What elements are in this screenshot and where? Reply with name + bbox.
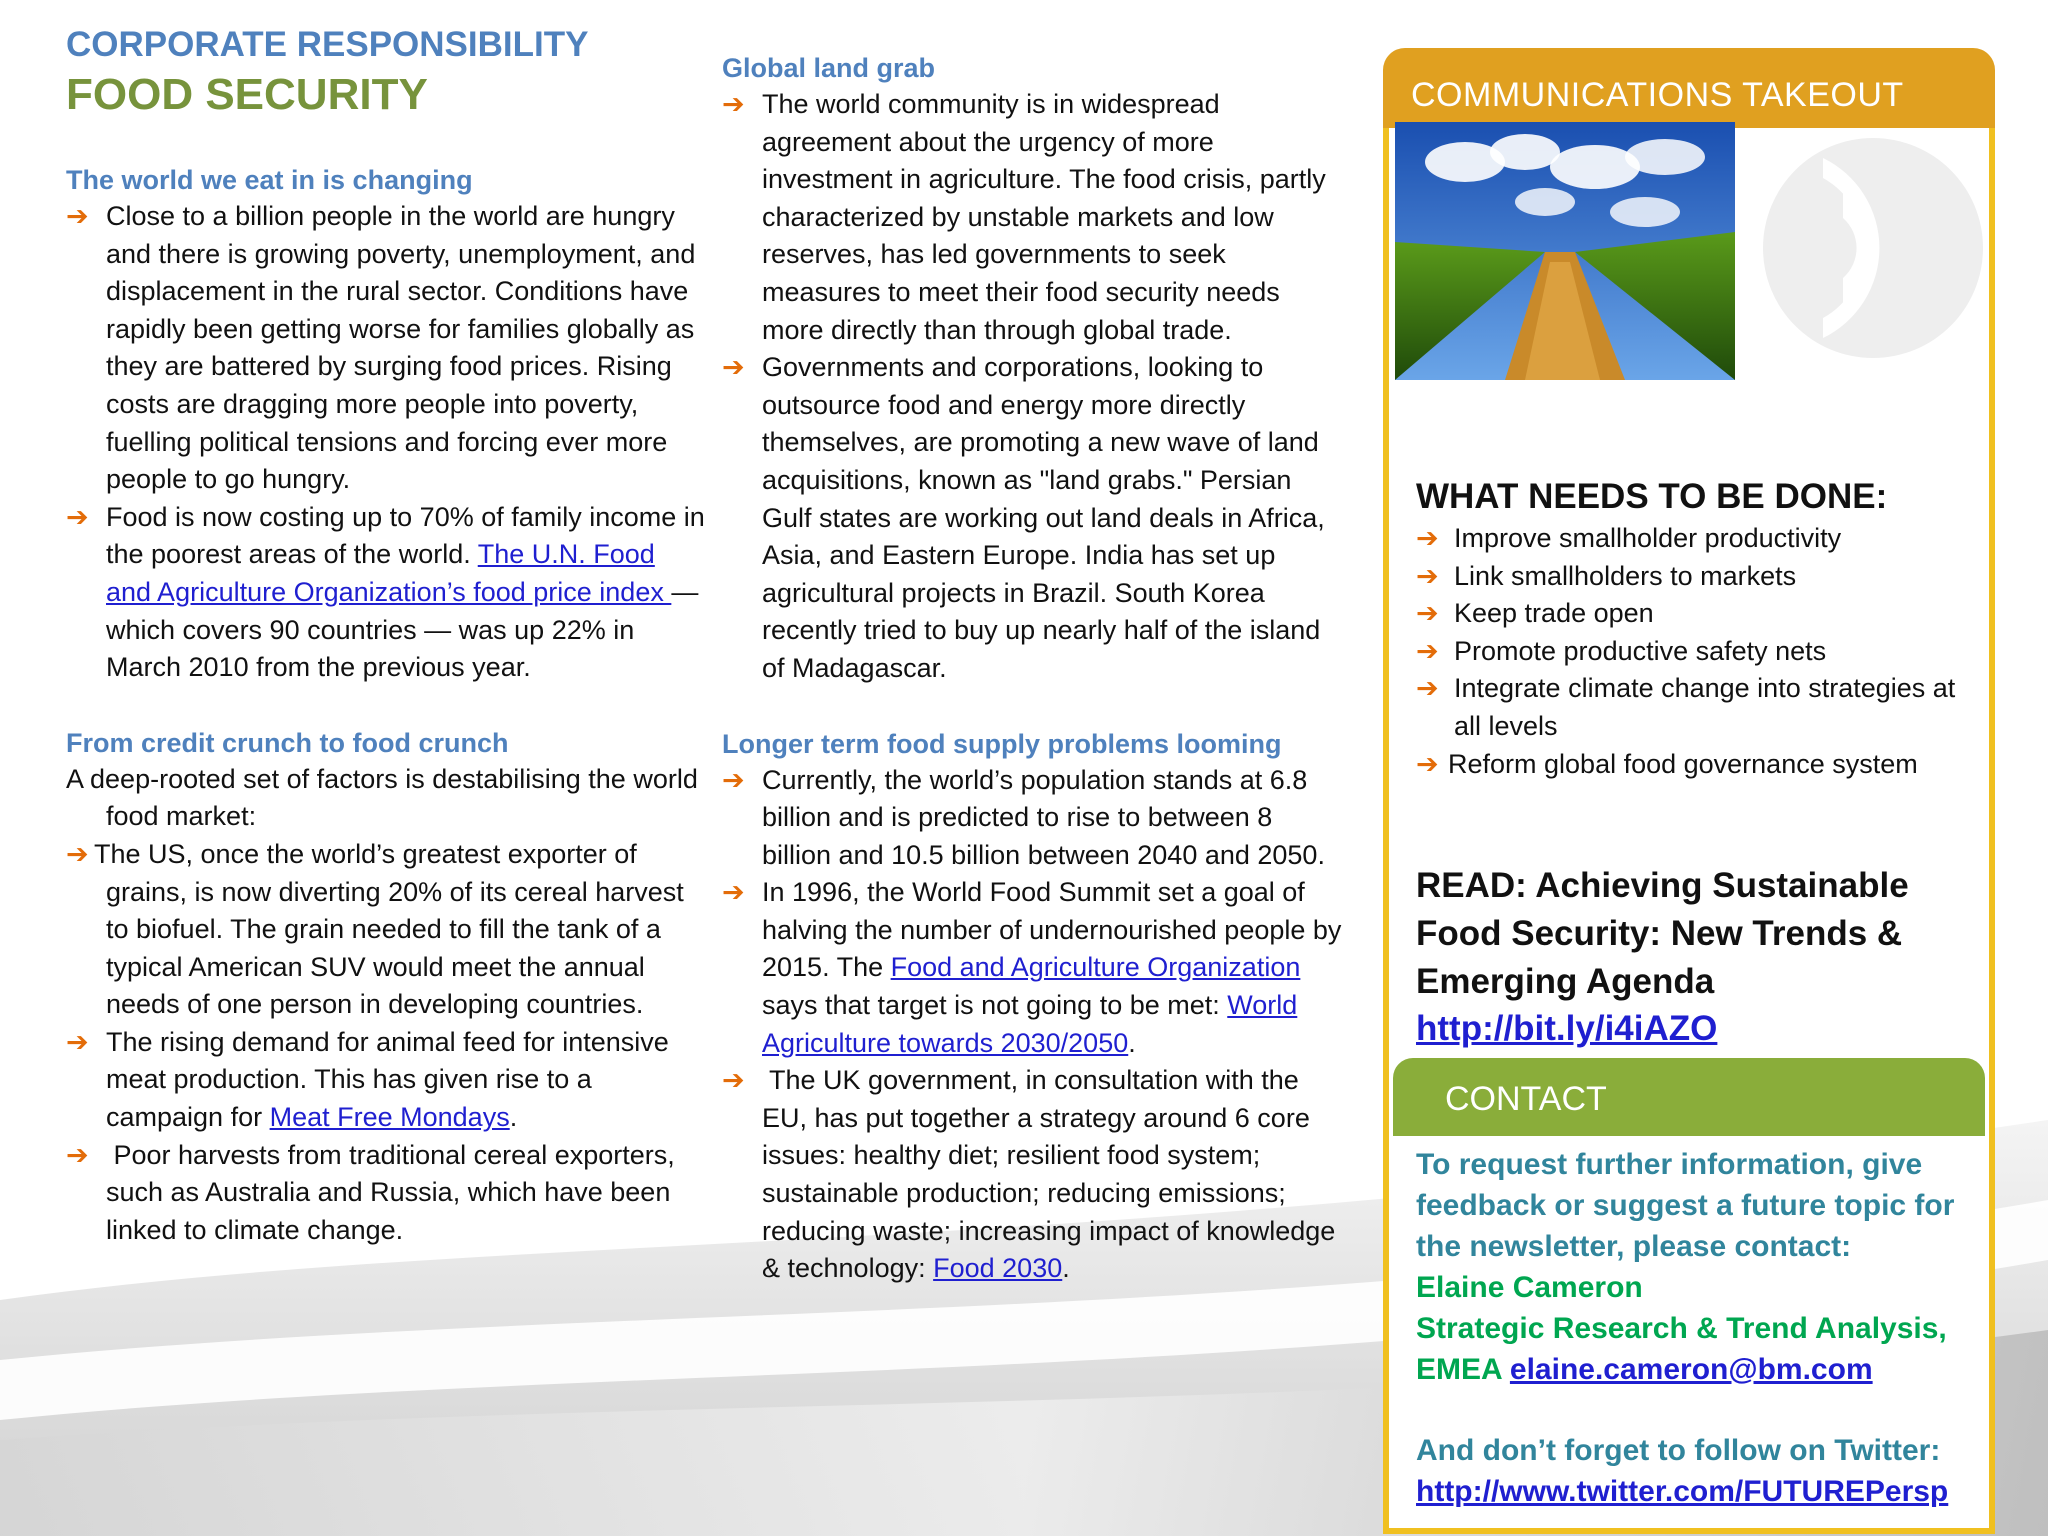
what-needs-to-be-done (1416, 474, 1986, 783)
bullet-us-biofuel: ➔ The US, once the world’s greatest exporter of grains, is now diverting 20% of its cereal harvest to biofuel. The grain needed to fill the tank of a typical American SUV would meet the annual needs of one person in developing countries. (66, 836, 706, 1024)
need-item: ➔ Promote productive safety nets (1416, 633, 1986, 671)
contact-request-text: To request further information, give feedback or suggest a future topic for the newsletter, please contact: (1416, 1148, 1955, 1263)
section-kicker: CORPORATE RESPONSIBILITY (66, 25, 589, 64)
bullet-animal-feed: ➔ The rising demand for animal feed for intensive meat production. This has given rise to a campaign for Meat Free Mondays. (66, 1024, 706, 1137)
page-title: FOOD SECURITY (66, 70, 428, 119)
cornfield-photo (1395, 122, 1735, 380)
need-item: ➔ Link smallholders to markets (1416, 558, 1986, 596)
cornfield-image (1395, 122, 1735, 380)
arrow-right-icon: ➔ (1416, 635, 1439, 666)
arrow-right-icon: ➔ (1416, 523, 1439, 553)
bullet-food-costing: ➔ Food is now costing up to 70% of family income in the poorest areas of the world. The U.N. Food and Agriculture Organization’s food price index — which covers 90 countries — was up 22% in March 2010 from the previous year. (66, 499, 706, 687)
arrow-right-icon: ➔ (66, 838, 89, 869)
communications-takeout-panel (1383, 48, 1995, 1534)
bullet-poor-harvests: ➔ Poor harvests from traditional cereal exporters, such as Australia and Russia, which have been linked to climate change. (66, 1137, 706, 1250)
bullet-world-community: ➔ The world community is in widespread agreement about the urgency of more investment in agriculture. The food crisis, partly characterized by unstable markets and low reserves, has led governments to seek measures to meet their food security needs more directly than through global trade. (722, 86, 1342, 349)
contact-role: Strategic Research & Trend Analysis, (1416, 1312, 1947, 1345)
arrow-right-icon: ➔ (66, 1026, 89, 1057)
link-fao-price-index[interactable]: The U.N. Food and Agriculture Organization’s food price index (106, 539, 672, 607)
arrow-right-icon: ➔ (1416, 598, 1439, 629)
arrow-right-icon: ➔ (722, 877, 745, 908)
arrow-right-icon: ➔ (722, 1065, 745, 1096)
link-food-2030[interactable]: Food 2030 (933, 1253, 1063, 1284)
bullet-world-food-summit: ➔ In 1996, the World Food Summit set a goal of halving the number of undernourished people by 2015. The Food and Agriculture Organization says that target is not going to be met: World Agriculture towards 2030/2050. (722, 874, 1342, 1062)
column-left (66, 24, 706, 1249)
bullet-population: ➔ Currently, the world’s population stands at 6.8 billion and is predicted to rise to between 8 billion and 10.5 billion between 2040 and 2050. (722, 762, 1342, 875)
arrow-right-icon: ➔ (66, 501, 89, 532)
bullet-governments-corporations: ➔ Governments and corporations, looking to outsource food and energy more directly themselves, are promoting a new wave of land acquisitions, known as "land grabs." Persian Gulf states are working out land deals in Africa, Asia, and Eastern Europe. India has set up agricultural projects in Brazil. South Korea recently tried to buy up nearly half of the island of Madagascar. (722, 349, 1342, 687)
need-item: ➔ Reform global food governance system (1416, 746, 1986, 784)
arrow-right-icon: ➔ (722, 764, 745, 795)
link-world-agriculture-2030[interactable]: World Agriculture towards 2030/2050 (762, 990, 1298, 1058)
contact-header-bar (1393, 1058, 1985, 1136)
twitter-link[interactable]: http://www.twitter.com/FUTUREPersp (1416, 1475, 1949, 1508)
comm-header-title: COMMUNICATIONS TAKEOUT (1411, 76, 1904, 114)
intro-deep-rooted: A deep-rooted set of factors is destabilising the world food market: (66, 763, 698, 832)
link-meat-free-mondays[interactable]: Meat Free Mondays (269, 1102, 510, 1133)
arrow-right-icon: ➔ (1416, 673, 1439, 704)
heading-world-changing: The world we eat in is changing (66, 165, 473, 195)
arrow-right-icon: ➔ (722, 89, 745, 119)
need-item: ➔ Integrate climate change into strategies at all levels (1416, 670, 1986, 745)
quote-logo-icon (1753, 118, 1983, 378)
heading-land-grab: Global land grab (722, 53, 936, 83)
contact-name: Elaine Cameron (1416, 1271, 1643, 1304)
arrow-right-icon: ➔ (66, 201, 89, 231)
twitter-text: And don’t forget to follow on Twitter: (1416, 1434, 1941, 1467)
heading-longer-term: Longer term food supply problems looming (722, 728, 1282, 759)
need-item: ➔ Improve smallholder productivity (1416, 520, 1986, 558)
read-recommendation (1416, 862, 1976, 1052)
link-fao[interactable]: Food and Agriculture Organization (890, 952, 1301, 983)
read-title: READ: Achieving Sustainable Food Security: New Trends & Emerging Agenda (1416, 866, 1909, 1001)
need-item: ➔ Keep trade open (1416, 595, 1986, 633)
arrow-right-icon: ➔ (722, 352, 745, 383)
contact-header-title: CONTACT (1445, 1080, 1607, 1118)
contact-region-line: EMEA elaine.cameron@bm.com (1416, 1353, 1873, 1386)
column-middle (722, 50, 1342, 1288)
comm-header-bar (1383, 48, 1995, 128)
needs-title: WHAT NEEDS TO BE DONE: (1416, 477, 1888, 516)
arrow-right-icon: ➔ (66, 1139, 89, 1170)
bullet-billion-hungry: ➔ Close to a billion people in the world are hungry and there is growing poverty, unemployment, and displacement in the rural sector. Conditions have rapidly been getting worse for families globally as they are battered by surging food prices. Rising costs are dragging more people into poverty, fuelling political tensions and forcing ever more people to go hungry. (66, 198, 706, 499)
heading-credit-crunch: From credit crunch to food crunch (66, 727, 509, 758)
arrow-right-icon: ➔ (1416, 560, 1439, 591)
contact-email-link[interactable]: elaine.cameron@bm.com (1509, 1353, 1873, 1386)
read-link[interactable]: http://bit.ly/i4iAZO (1416, 1009, 1718, 1048)
contact-body (1416, 1144, 1986, 1512)
bullet-uk-government: ➔ The UK government, in consultation with the EU, has put together a strategy around 6 core issues: healthy diet; resilient food system; sustainable production; reducing emissions; reducing waste; increasing impact of knowledge & technology: Food 2030. (722, 1062, 1342, 1288)
arrow-right-icon: ➔ (1416, 748, 1439, 779)
